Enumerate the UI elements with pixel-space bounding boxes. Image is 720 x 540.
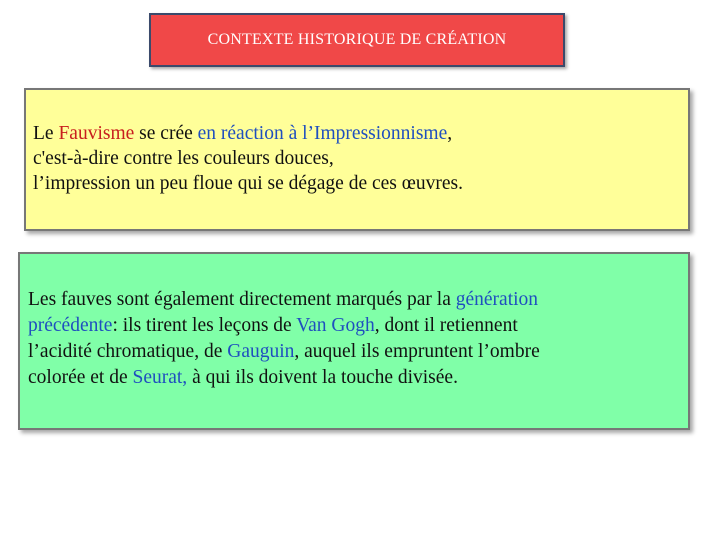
highlight-seurat: Seurat, xyxy=(132,367,188,388)
text-line xyxy=(33,121,680,146)
text-line xyxy=(28,339,680,365)
text-segment: Le xyxy=(33,123,59,144)
highlight-gauguin: Gauguin xyxy=(227,341,295,362)
slide-title xyxy=(149,13,565,67)
text-segment: , dont il retiennent xyxy=(374,315,518,336)
text-line xyxy=(28,313,680,339)
text-segment: à qui ils doivent la touche divisée. xyxy=(187,367,458,388)
text-segment: colorée et de xyxy=(28,367,133,388)
text-segment: l’acidité chromatique, de xyxy=(28,341,228,362)
text-line: c'est-à-dire contre les couleurs douces, xyxy=(33,148,334,169)
highlight-precedente: précédente xyxy=(28,315,113,336)
highlight-van-gogh: Van Gogh xyxy=(296,315,375,336)
highlight-fauvisme: Fauvisme xyxy=(58,123,135,144)
text-line xyxy=(28,287,680,313)
slide-title-text: CONTEXTE HISTORIQUE DE CRÉATION xyxy=(207,31,507,48)
highlight-generation: génération xyxy=(455,289,539,310)
fauvism-reaction-box xyxy=(24,88,690,231)
text-line: l’impression un peu floue qui se dégage de ces œuvres. xyxy=(33,173,463,194)
text-segment: se crée xyxy=(134,123,198,144)
text-segment: Les fauves sont également directement marqués par la xyxy=(28,289,456,310)
text-segment: , auquel ils empruntent l’ombre xyxy=(294,341,540,362)
text-segment: : ils tirent les leçons de xyxy=(112,315,297,336)
influences-box xyxy=(18,252,690,430)
text-line xyxy=(28,365,680,391)
text-segment: , xyxy=(447,123,453,144)
highlight-impressionnisme: en réaction à l’Impressionnisme xyxy=(197,123,448,144)
